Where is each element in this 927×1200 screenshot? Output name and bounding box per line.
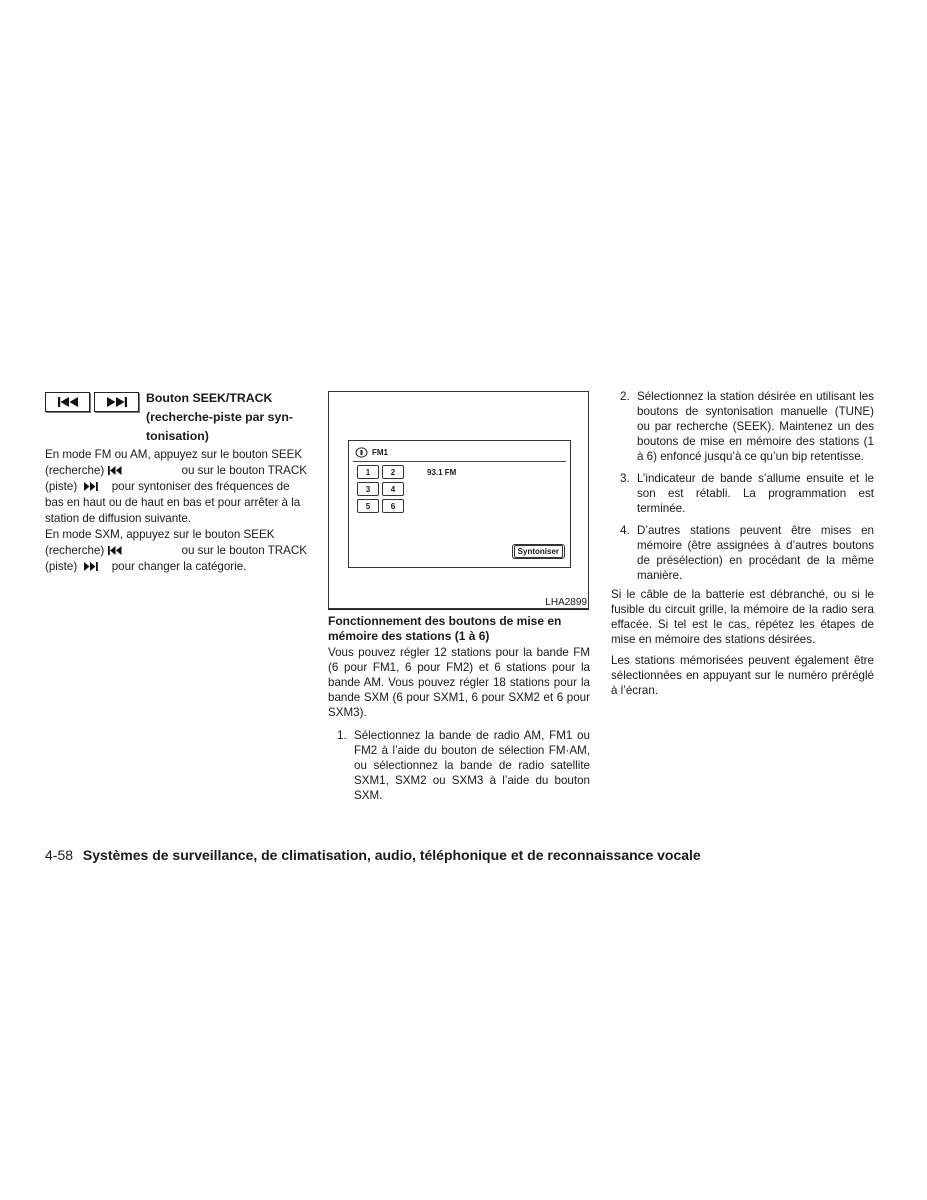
radio-screen-figure <box>328 391 589 609</box>
preset-section <box>328 614 590 803</box>
frequency-readout: 93.1 FM <box>427 468 457 477</box>
track-forward-icon <box>84 562 98 571</box>
step-item <box>611 471 874 516</box>
tune-button-outer[interactable] <box>512 544 565 559</box>
step-text: Sélectionnez la bande de radio AM, FM1 ou FM2 à l’aide du bouton de sélection FM·AM, ou sélectionnez la bande de radio satellite SXM1, SXM2 ou SXM3 à l’aide du bouton SXM. <box>354 729 590 802</box>
step-text: L’indicateur de bande s’allume ensuite et le son est rétabli. La programmation est terminée. <box>637 472 874 515</box>
step-number: 2. <box>620 390 630 403</box>
preset-button-6[interactable]: 6 <box>382 499 404 513</box>
preset-button-3[interactable]: 3 <box>357 482 379 496</box>
heading-line: tonisation) <box>146 429 209 443</box>
seek-back-icon <box>108 466 122 475</box>
text-fragment: (recherche) <box>45 464 105 477</box>
text-line <box>45 559 307 575</box>
step-item <box>611 389 874 464</box>
seek-back-icon <box>108 546 122 555</box>
preset-section-continued <box>611 389 874 698</box>
text-line <box>45 543 307 559</box>
seek-fm-am-paragraph <box>45 447 307 575</box>
page-footer <box>45 847 701 863</box>
preset-button-1[interactable]: 1 <box>357 465 379 479</box>
text-fragment: pour syntoniser des fréquences de <box>111 480 290 493</box>
touch-note: Les stations mémorisées peuvent également être sélectionnées en appuyant sur le numéro préréglé à l’écran. <box>611 654 874 697</box>
step-number: 3. <box>620 472 630 485</box>
preset-grid <box>357 465 404 513</box>
radio-wave-icon <box>355 447 368 458</box>
heading-line: Bouton SEEK/TRACK <box>146 391 273 405</box>
battery-note: Si le câble de la batterie est débranché, ou si le fusible du circuit grille, la mémoire de la radio sera effacée. Si tel est le cas, répétez les étapes de mise en mémoire des stations désirées. <box>611 588 874 646</box>
track-forward-icon <box>94 392 139 412</box>
text-line: En mode SXM, appuyez sur le bouton SEEK <box>45 528 275 541</box>
chapter-title: Systèmes de surveillance, de climatisation, audio, téléphonique et de reconnaissance vocale <box>82 847 701 863</box>
heading-line: (recherche-piste par syn- <box>146 410 293 424</box>
text-fragment: pour changer la catégorie. <box>111 560 247 573</box>
text-line <box>45 463 307 479</box>
text-fragment: (recherche) <box>45 544 105 557</box>
figure-label: LHA2899 <box>545 597 587 608</box>
text-line: En mode FM ou AM, appuyez sur le bouton SEEK <box>45 448 303 461</box>
band-label: FM1 <box>372 448 388 457</box>
text-fragment: ou sur le bouton TRACK <box>181 544 307 557</box>
seek-track-heading <box>146 389 307 446</box>
preset-button-2[interactable]: 2 <box>382 465 404 479</box>
seek-track-icons <box>45 392 139 412</box>
text-fragment: (piste) <box>45 560 78 573</box>
figure-rule <box>328 609 589 610</box>
step-text: D’autres stations peuvent être mises en mémoire (être assignées à d’autres boutons de présélection) en procédant de la même manière. <box>637 524 874 582</box>
steps-list-part2 <box>611 389 874 583</box>
page-number: 4-58 <box>45 847 74 863</box>
text-line: station de diffusion suivante. <box>45 512 192 525</box>
step-number: 1. <box>337 729 347 742</box>
steps-list-part1 <box>328 728 590 803</box>
seek-back-icon <box>45 392 90 412</box>
step-number: 4. <box>620 524 630 537</box>
radio-display <box>348 440 571 568</box>
preset-button-5[interactable]: 5 <box>357 499 379 513</box>
text-fragment: ou sur le bouton TRACK <box>181 464 307 477</box>
band-indicator <box>355 447 388 458</box>
preset-intro: Vous pouvez régler 12 stations pour la bande FM (6 pour FM1, 6 pour FM2) et 6 stations pour la bande AM. Vous pouvez régler 18 stations pour la bande SXM (6 pour SXM1, 6 pour SXM2 et 6 pour SXM3). <box>328 646 590 719</box>
text-line <box>45 479 307 495</box>
step-text: Sélectionnez la station désirée en utilisant les boutons de syntonisation manuelle (TUNE) ou par recherche (SEEK). Maintenez un des boutons de mise en mémoire des stations (1 à 6) enfoncé jusqu’à ce qu’un bip retentisse. <box>637 390 874 463</box>
step-item <box>328 728 590 803</box>
tune-button[interactable]: Syntoniser <box>514 545 563 558</box>
preset-heading: Fonctionnement des boutons de mise en mémoire des stations (1 à 6) <box>328 614 562 643</box>
seek-track-section <box>45 389 307 575</box>
header-divider <box>353 461 566 462</box>
text-line: bas en haut ou de haut en bas et pour arrêter à la <box>45 496 301 509</box>
preset-button-4[interactable]: 4 <box>382 482 404 496</box>
step-item <box>611 523 874 583</box>
track-forward-icon <box>84 482 98 491</box>
text-fragment: (piste) <box>45 480 78 493</box>
